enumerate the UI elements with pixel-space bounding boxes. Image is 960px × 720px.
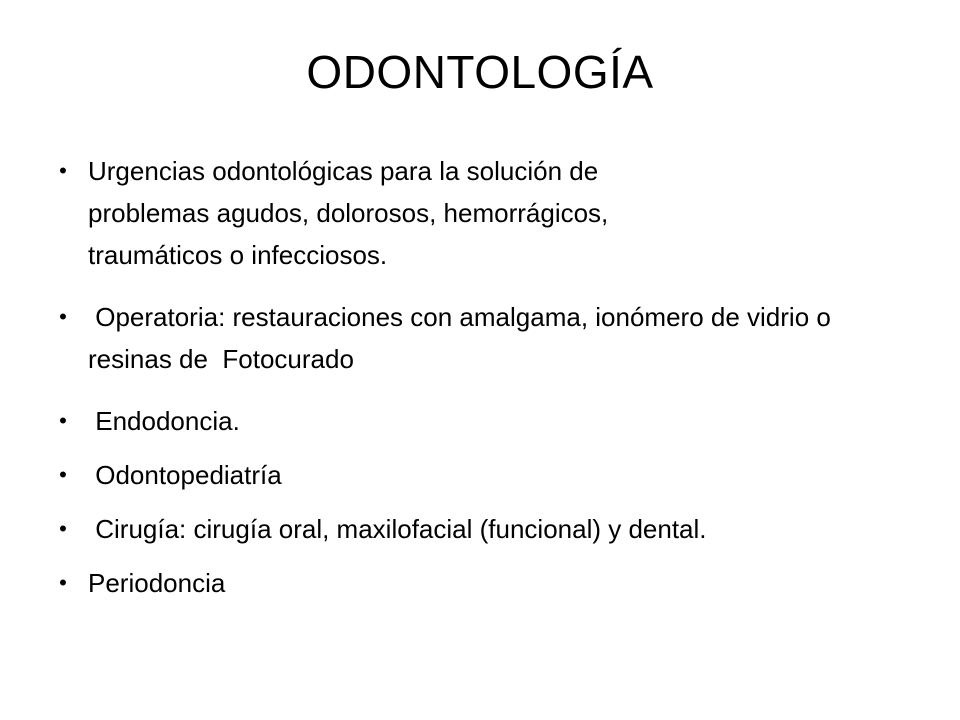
- bullet-list: [52, 150, 912, 604]
- list-item: [52, 296, 912, 380]
- list-item-text: Periodoncia: [88, 568, 226, 598]
- list-item-text: Odontopediatría: [88, 460, 282, 490]
- list-item: [52, 454, 912, 496]
- list-item: [52, 508, 912, 550]
- list-item-text: Endodoncia.: [88, 406, 240, 436]
- list-item-text: Operatoria: restauraciones con amalgama, ionómero de vidrio o resinas de Fotocurado: [88, 302, 839, 374]
- bullet-icon: •: [59, 570, 67, 595]
- bullet-icon: •: [59, 408, 67, 433]
- slide-title: ODONTOLOGÍA: [306, 46, 654, 98]
- list-item: [52, 400, 912, 442]
- list-item-text: Cirugía: cirugía oral, maxilofacial (funcional) y dental.: [88, 514, 707, 544]
- list-item: [52, 150, 912, 276]
- bullet-icon: •: [59, 516, 67, 541]
- bullet-icon: •: [59, 158, 67, 183]
- bullet-icon: •: [59, 304, 67, 329]
- list-item-text: Urgencias odontológicas para la solución de problemas agudos, dolorosos, hemorrágicos, traumáticos o infecciosos.: [88, 156, 616, 270]
- bullet-icon: •: [59, 462, 67, 487]
- list-item: [52, 562, 912, 604]
